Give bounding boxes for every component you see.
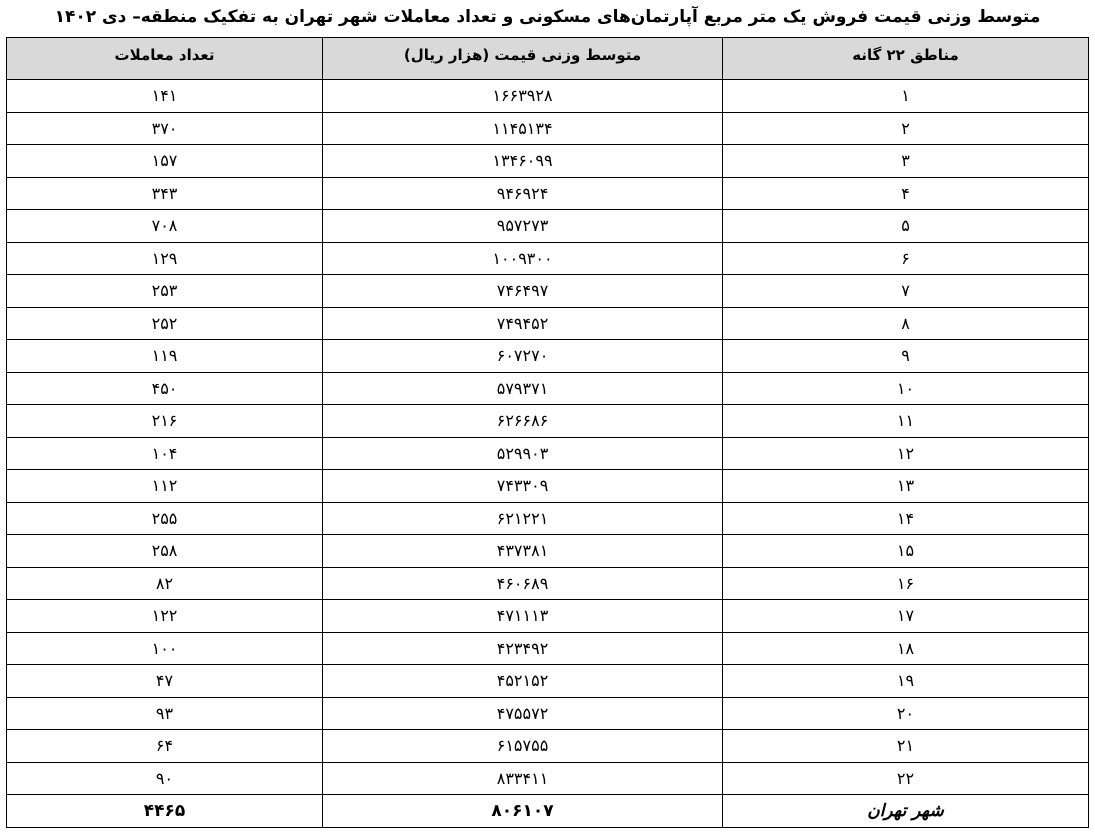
cell-region: ۵	[723, 210, 1089, 243]
cell-price: ۱۳۴۶۰۹۹	[323, 145, 723, 178]
cell-price: ۴۲۳۴۹۲	[323, 632, 723, 665]
cell-region: ۳	[723, 145, 1089, 178]
cell-count: ۲۵۸	[7, 535, 323, 568]
cell-price: ۴۶۰۶۸۹	[323, 567, 723, 600]
table-row	[7, 730, 1089, 763]
cell-count: ۱۰۰	[7, 632, 323, 665]
cell-count: ۶۴	[7, 730, 323, 763]
table-row	[7, 145, 1089, 178]
cell-price: ۹۴۶۹۲۴	[323, 177, 723, 210]
total-count: ۴۴۶۵	[7, 795, 323, 828]
cell-count: ۲۵۳	[7, 275, 323, 308]
cell-price: ۶۲۱۲۲۱	[323, 502, 723, 535]
cell-region: ۶	[723, 242, 1089, 275]
cell-region: ۲۲	[723, 762, 1089, 795]
page-title: متوسط وزنی قیمت فروش یک متر مربع آپارتمان‌های مسکونی و تعداد معاملات شهر تهران به تفکیک منطقه– دی ۱۴۰۲	[54, 7, 1041, 27]
cell-region: ۱۶	[723, 567, 1089, 600]
cell-region: ۱۹	[723, 665, 1089, 698]
total-region: شهر تهران	[723, 795, 1089, 828]
table-row	[7, 665, 1089, 698]
table-header-row	[7, 38, 1089, 80]
cell-count: ۱۴۱	[7, 80, 323, 113]
cell-price: ۹۵۷۲۷۳	[323, 210, 723, 243]
table-row	[7, 632, 1089, 665]
cell-count: ۴۵۰	[7, 372, 323, 405]
table-row	[7, 112, 1089, 145]
total-price: ۸۰۶۱۰۷	[323, 795, 723, 828]
cell-region: ۱۷	[723, 600, 1089, 633]
cell-price: ۷۴۶۴۹۷	[323, 275, 723, 308]
cell-region: ۴	[723, 177, 1089, 210]
cell-price: ۱۱۴۵۱۳۴	[323, 112, 723, 145]
header-region: مناطق ۲۲ گانه	[723, 38, 1089, 80]
cell-price: ۵۲۹۹۰۳	[323, 437, 723, 470]
table-row	[7, 177, 1089, 210]
cell-region: ۲۰	[723, 697, 1089, 730]
table-row	[7, 567, 1089, 600]
cell-price: ۱۰۰۹۳۰۰	[323, 242, 723, 275]
cell-region: ۱۱	[723, 405, 1089, 438]
table-row	[7, 697, 1089, 730]
cell-price: ۷۴۳۳۰۹	[323, 470, 723, 503]
cell-count: ۹۰	[7, 762, 323, 795]
cell-price: ۸۳۳۴۱۱	[323, 762, 723, 795]
table-body	[7, 80, 1089, 828]
cell-count: ۷۰۸	[7, 210, 323, 243]
cell-price: ۶۲۶۶۸۶	[323, 405, 723, 438]
cell-region: ۲۱	[723, 730, 1089, 763]
table-row	[7, 372, 1089, 405]
cell-count: ۱۲۲	[7, 600, 323, 633]
table-row	[7, 307, 1089, 340]
total-row	[7, 795, 1089, 828]
header-count: تعداد معاملات	[7, 38, 323, 80]
cell-count: ۱۲۹	[7, 242, 323, 275]
cell-price: ۴۳۷۳۸۱	[323, 535, 723, 568]
cell-price: ۶۰۷۲۷۰	[323, 340, 723, 373]
header-price: متوسط وزنی قیمت (هزار ریال)	[323, 38, 723, 80]
cell-count: ۱۰۴	[7, 437, 323, 470]
cell-price: ۷۴۹۴۵۲	[323, 307, 723, 340]
cell-count: ۱۱۲	[7, 470, 323, 503]
table-row	[7, 535, 1089, 568]
cell-count: ۳۷۰	[7, 112, 323, 145]
cell-count: ۸۲	[7, 567, 323, 600]
table-row	[7, 405, 1089, 438]
cell-region: ۱	[723, 80, 1089, 113]
cell-region: ۱۳	[723, 470, 1089, 503]
cell-price: ۵۷۹۳۷۱	[323, 372, 723, 405]
cell-region: ۹	[723, 340, 1089, 373]
cell-price: ۴۵۲۱۵۲	[323, 665, 723, 698]
cell-region: ۱۵	[723, 535, 1089, 568]
table-row	[7, 80, 1089, 113]
cell-price: ۱۶۶۳۹۲۸	[323, 80, 723, 113]
cell-region: ۲	[723, 112, 1089, 145]
cell-region: ۷	[723, 275, 1089, 308]
cell-price: ۴۷۵۵۷۲	[323, 697, 723, 730]
cell-count: ۴۷	[7, 665, 323, 698]
table-row	[7, 275, 1089, 308]
cell-count: ۲۱۶	[7, 405, 323, 438]
table-row	[7, 762, 1089, 795]
table-row	[7, 502, 1089, 535]
cell-count: ۲۵۲	[7, 307, 323, 340]
cell-count: ۱۵۷	[7, 145, 323, 178]
cell-region: ۱۰	[723, 372, 1089, 405]
price-table	[6, 37, 1089, 828]
table-row	[7, 242, 1089, 275]
cell-price: ۶۱۵۷۵۵	[323, 730, 723, 763]
cell-count: ۹۳	[7, 697, 323, 730]
table-row	[7, 437, 1089, 470]
cell-region: ۱۴	[723, 502, 1089, 535]
cell-price: ۴۷۱۱۱۳	[323, 600, 723, 633]
table-row	[7, 470, 1089, 503]
cell-region: ۱۲	[723, 437, 1089, 470]
table-row	[7, 600, 1089, 633]
cell-region: ۱۸	[723, 632, 1089, 665]
table-row	[7, 340, 1089, 373]
cell-count: ۳۴۳	[7, 177, 323, 210]
cell-count: ۲۵۵	[7, 502, 323, 535]
cell-count: ۱۱۹	[7, 340, 323, 373]
table-row	[7, 210, 1089, 243]
cell-region: ۸	[723, 307, 1089, 340]
